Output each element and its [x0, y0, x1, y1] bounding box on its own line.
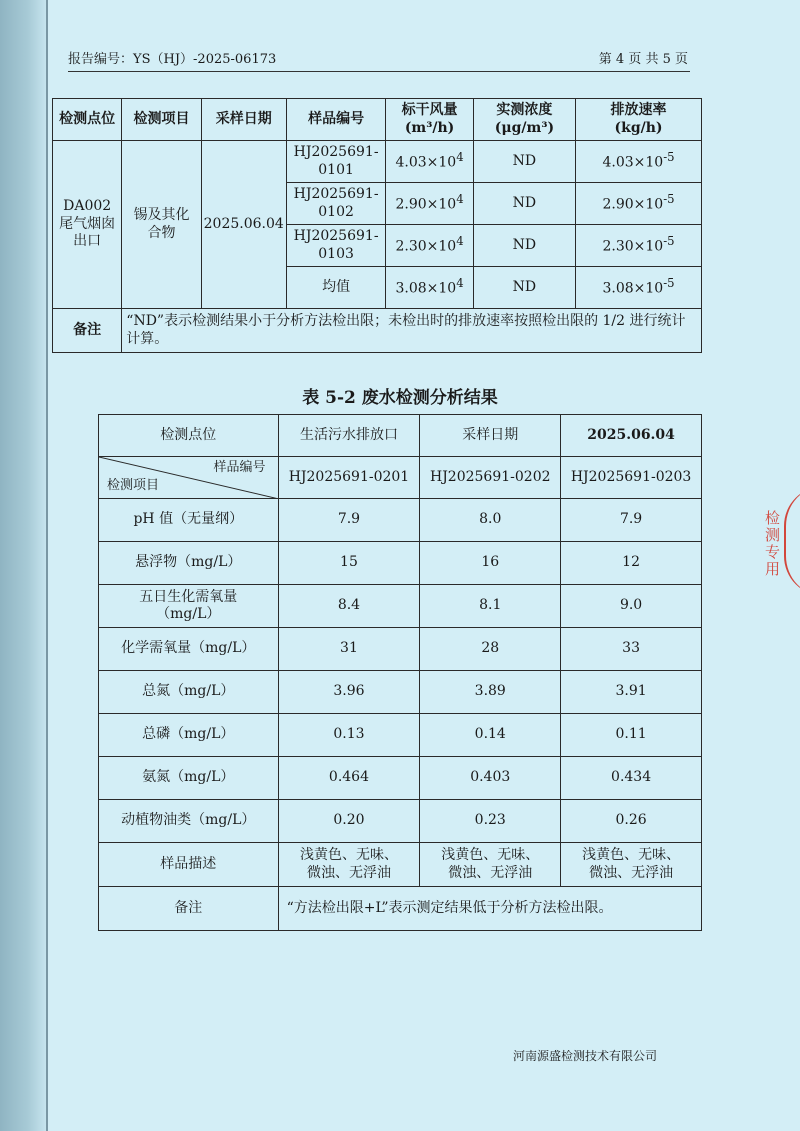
flow-value	[386, 267, 473, 309]
value-cell: 9.0	[561, 585, 702, 628]
value-cell: 15	[278, 542, 420, 585]
note-text: “ND”表示检测结果小于分析方法检出限；未检出时的排放速率按照检出限的 1/2 进行统计计算。	[122, 309, 702, 353]
rate-exponent: -5	[663, 192, 675, 207]
col-header: 采样日期	[201, 99, 286, 141]
table-row	[53, 141, 702, 183]
header-divider	[68, 71, 690, 72]
value-cell: 7.9	[561, 499, 702, 542]
note-label: 备注	[99, 887, 279, 931]
col-header	[386, 99, 473, 141]
flow-exponent: 4	[456, 150, 464, 165]
concentration-value: ND	[473, 225, 575, 267]
rate-mantissa: 3.08×10	[602, 281, 664, 298]
flow-value	[386, 183, 473, 225]
sample-id-header: 样品编号	[213, 460, 266, 475]
note-text: “方法检出限+L”表示测定结果低于分析方法检出限。	[278, 887, 701, 931]
flow-value	[386, 141, 473, 183]
test-item: 动植物油类（mg/L）	[99, 800, 279, 843]
sample-id: HJ2025691-0202	[420, 457, 561, 499]
sample-id: HJ2025691- 0102	[286, 183, 386, 225]
value-cell: 8.0	[420, 499, 561, 542]
value-cell: 0.13	[278, 714, 420, 757]
col-header-unit: (kg/h)	[614, 119, 663, 136]
flow-mantissa: 3.08×10	[395, 281, 457, 298]
test-item: 五日生化需氧量 （mg/L）	[99, 585, 279, 628]
value-cell: 3.96	[278, 671, 420, 714]
rate-mantissa: 2.90×10	[602, 197, 664, 214]
sampling-date: 2025.06.04	[201, 141, 286, 309]
rate-value	[576, 183, 702, 225]
rate-exponent: -5	[663, 234, 675, 249]
value-cell: 浅黄色、无味、 微浊、无浮油	[420, 843, 561, 887]
value-cell: 33	[561, 628, 702, 671]
sampling-point: DA002 尾气烟囱 出口	[53, 141, 122, 309]
value-cell: 0.14	[420, 714, 561, 757]
note-label: 备注	[53, 309, 122, 353]
col-header-name: 标干风量	[401, 102, 458, 118]
col-header: 检测点位	[53, 99, 122, 141]
col-header-unit: (μg/m³)	[494, 119, 555, 136]
rate-mantissa: 4.03×10	[602, 155, 664, 172]
value-cell: 0.464	[278, 757, 420, 800]
test-item: 氨氮（mg/L）	[99, 757, 279, 800]
table-row	[99, 800, 702, 843]
test-item: 样品描述	[99, 843, 279, 887]
flow-value	[386, 225, 473, 267]
table-header-row	[53, 99, 702, 141]
flow-mantissa: 4.03×10	[395, 155, 457, 172]
average-label: 均值	[286, 267, 386, 309]
sample-id: HJ2025691- 0103	[286, 225, 386, 267]
value-cell: 0.403	[420, 757, 561, 800]
value-cell: 0.20	[278, 800, 420, 843]
value-cell: 0.23	[420, 800, 561, 843]
report-number: 报告编号：YS（HJ）-2025-06173	[68, 52, 277, 67]
value-cell: 浅黄色、无味、 微浊、无浮油	[278, 843, 420, 887]
col-header: 检测项目	[122, 99, 201, 141]
seal-text: 检测专用	[763, 510, 781, 578]
table2-title: 表 5-2 废水检测分析结果	[302, 388, 498, 408]
value-cell: 7.9	[278, 499, 420, 542]
test-item: 锡及其化 合物	[122, 141, 201, 309]
value-cell: 3.89	[420, 671, 561, 714]
test-item: pH 值（无量纲）	[99, 499, 279, 542]
date-label: 采样日期	[420, 415, 561, 457]
value-cell: 8.4	[278, 585, 420, 628]
col-header	[473, 99, 575, 141]
rate-exponent: -5	[663, 150, 675, 165]
rate-value	[576, 225, 702, 267]
rate-exponent: -5	[663, 276, 675, 291]
binder-edge	[0, 0, 46, 1131]
value-cell: 浅黄色、无味、 微浊、无浮油	[561, 843, 702, 887]
col-header-name: 实测浓度	[496, 102, 553, 118]
value-cell: 0.11	[561, 714, 702, 757]
page-number: 第 4 页 共 5 页	[598, 52, 688, 67]
point-label: 检测点位	[99, 415, 279, 457]
value-cell: 28	[420, 628, 561, 671]
flow-exponent: 4	[456, 192, 464, 207]
table-row	[99, 628, 702, 671]
value-cell: 0.26	[561, 800, 702, 843]
table-row	[99, 499, 702, 542]
col-header	[576, 99, 702, 141]
test-item: 总磷（mg/L）	[99, 714, 279, 757]
table-note-row	[99, 887, 702, 931]
value-cell: 12	[561, 542, 702, 585]
date-value: 2025.06.04	[561, 415, 702, 457]
col-header-name: 排放速率	[610, 102, 667, 118]
test-item: 总氮（mg/L）	[99, 671, 279, 714]
test-item: 悬浮物（mg/L）	[99, 542, 279, 585]
table-row	[99, 671, 702, 714]
company-name: 河南源盛检测技术有限公司	[513, 1049, 658, 1063]
flow-exponent: 4	[456, 234, 464, 249]
test-item: 化学需氧量（mg/L）	[99, 628, 279, 671]
flow-mantissa: 2.90×10	[395, 197, 457, 214]
red-seal-stamp	[784, 486, 800, 596]
diagonal-header	[99, 457, 279, 499]
flow-mantissa: 2.30×10	[395, 239, 457, 256]
table-note-row	[53, 309, 702, 353]
col-header-unit: (m³/h)	[404, 119, 455, 136]
concentration-value: ND	[473, 267, 575, 309]
exhaust-table	[52, 98, 702, 353]
value-cell: 16	[420, 542, 561, 585]
wastewater-table	[98, 414, 702, 931]
sample-id: HJ2025691-0201	[278, 457, 420, 499]
rate-mantissa: 2.30×10	[602, 239, 664, 256]
value-cell: 3.91	[561, 671, 702, 714]
table-row	[99, 843, 702, 887]
sample-id-row	[99, 457, 702, 499]
point-value: 生活污水排放口	[278, 415, 420, 457]
table-row	[99, 757, 702, 800]
test-item-header: 检测项目	[107, 477, 160, 493]
flow-exponent: 4	[456, 276, 464, 291]
value-cell: 31	[278, 628, 420, 671]
concentration-value: ND	[473, 141, 575, 183]
sample-id: HJ2025691- 0101	[286, 141, 386, 183]
rate-value	[576, 141, 702, 183]
value-cell: 8.1	[420, 585, 561, 628]
rate-value	[576, 267, 702, 309]
table-row	[99, 542, 702, 585]
table-row	[99, 585, 702, 628]
concentration-value: ND	[473, 183, 575, 225]
value-cell: 0.434	[561, 757, 702, 800]
table-header-row	[99, 415, 702, 457]
sample-id: HJ2025691-0203	[561, 457, 702, 499]
binder-line	[46, 0, 48, 1131]
col-header: 样品编号	[286, 99, 386, 141]
table-row	[99, 714, 702, 757]
